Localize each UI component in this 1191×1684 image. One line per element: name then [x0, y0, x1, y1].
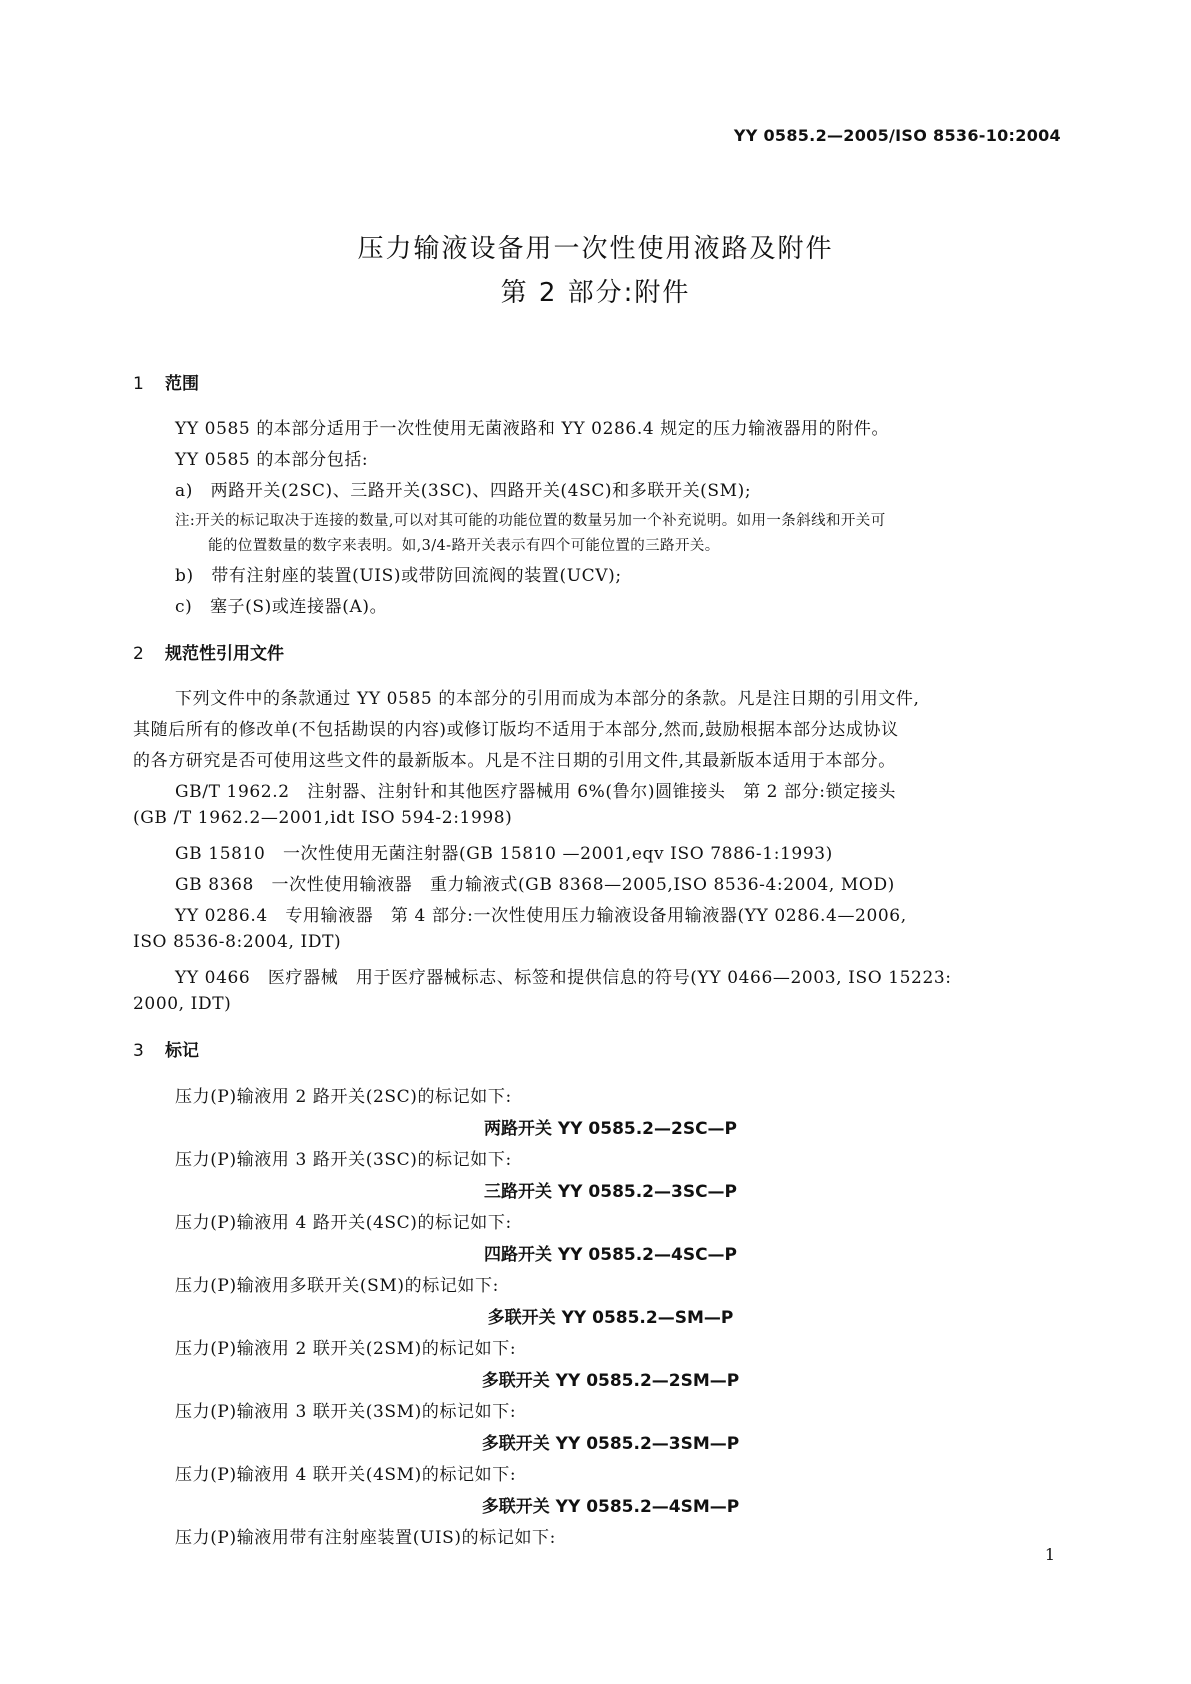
list-item-a: a) 两路开关(2SC)、三路开关(3SC)、四路开关(4SC)和多联开关(SM); [175, 481, 752, 501]
reference-item: ISO 8536-8:2004, IDT) [133, 932, 342, 952]
reference-item: 2000, IDT) [133, 994, 232, 1014]
paragraph: 压力(P)输液用 3 路开关(3SC)的标记如下: [175, 1150, 512, 1170]
reference-item: GB 15810 一次性使用无菌注射器(GB 15810 —2001,eqv ISO 7886-1:1993) [175, 844, 833, 864]
reference-item: (GB /T 1962.2—2001,idt ISO 594-2:1998) [133, 808, 513, 828]
paragraph: 压力(P)输液用 3 联开关(3SM)的标记如下: [175, 1402, 517, 1422]
paragraph: 压力(P)输液用 2 联开关(2SM)的标记如下: [175, 1339, 517, 1359]
list-item-c: c) 塞子(S)或连接器(A)。 [175, 597, 388, 617]
reference-item: GB/T 1962.2 注射器、注射针和其他医疗器械用 6%(鲁尔)圆锥接头 第 2 部分:锁定接头 [175, 782, 897, 802]
doc-title-line2: 第 2 部分:附件 [500, 278, 691, 308]
paragraph: YY 0585 的本部分适用于一次性使用无菌液路和 YY 0286.4 规定的压力输液器用的附件。 [175, 419, 890, 439]
standard-number: YY 0585.2—2005/ISO 8536-10:2004 [733, 126, 1061, 145]
paragraph: 压力(P)输液用 2 路开关(2SC)的标记如下: [175, 1087, 512, 1107]
marking-example: 多联开关 YY 0585.2—2SM—P [481, 1371, 740, 1391]
reference-item: YY 0466 医疗器械 用于医疗器械标志、标签和提供信息的符号(YY 0466—2003, ISO 15223: [175, 968, 952, 988]
section-title: 标记 [165, 1041, 199, 1061]
section-title: 范围 [165, 374, 199, 394]
section-2-heading [133, 639, 284, 664]
doc-title-line1: 压力输液设备用一次性使用液路及附件 [357, 234, 834, 264]
note-line: 能的位置数量的数字来表明。如,3/4-路开关表示有四个可能位置的三路开关。 [208, 538, 720, 554]
list-item-b: b) 带有注射座的装置(UIS)或带防回流阀的装置(UCV); [175, 566, 622, 586]
marking-example: 三路开关 YY 0585.2—3SC—P [483, 1182, 738, 1202]
marking-example: 两路开关 YY 0585.2—2SC—P [483, 1119, 738, 1139]
section-3-heading [133, 1036, 199, 1061]
marking-example: 多联开关 YY 0585.2—SM—P [487, 1308, 734, 1328]
marking-example: 多联开关 YY 0585.2—4SM—P [481, 1497, 740, 1517]
marking-example: 多联开关 YY 0585.2—3SM—P [481, 1434, 740, 1454]
paragraph: 其随后所有的修改单(不包括勘误的内容)或修订版均不适用于本部分,然而,鼓励根据本部分达成协议 [133, 720, 899, 740]
paragraph: 下列文件中的条款通过 YY 0585 的本部分的引用而成为本部分的条款。凡是注日期的引用文件, [175, 689, 920, 709]
section-number: 3 [133, 1041, 144, 1061]
paragraph: 的各方研究是否可使用这些文件的最新版本。凡是不注日期的引用文件,其最新版本适用于本部分。 [133, 751, 896, 771]
paragraph: 压力(P)输液用 4 路开关(4SC)的标记如下: [175, 1213, 512, 1233]
note-line: 注:开关的标记取决于连接的数量,可以对其可能的功能位置的数量另加一个补充说明。如用一条斜线和开关可 [175, 513, 886, 529]
reference-item: YY 0286.4 专用输液器 第 4 部分:一次性使用压力输液设备用输液器(YY 0286.4—2006, [175, 906, 907, 926]
paragraph: YY 0585 的本部分包括: [175, 450, 369, 470]
paragraph: 压力(P)输液用 4 联开关(4SM)的标记如下: [175, 1465, 517, 1485]
reference-item: GB 8368 一次性使用输液器 重力输液式(GB 8368—2005,ISO 8536-4:2004, MOD) [175, 875, 895, 895]
section-number: 2 [133, 644, 144, 664]
marking-example: 四路开关 YY 0585.2—4SC—P [483, 1245, 738, 1265]
paragraph: 压力(P)输液用带有注射座装置(UIS)的标记如下: [175, 1528, 556, 1548]
page-number: 1 [1044, 1545, 1055, 1564]
section-1-heading [133, 369, 199, 394]
section-number: 1 [133, 374, 144, 394]
paragraph: 压力(P)输液用多联开关(SM)的标记如下: [175, 1276, 499, 1296]
section-title: 规范性引用文件 [165, 644, 284, 664]
